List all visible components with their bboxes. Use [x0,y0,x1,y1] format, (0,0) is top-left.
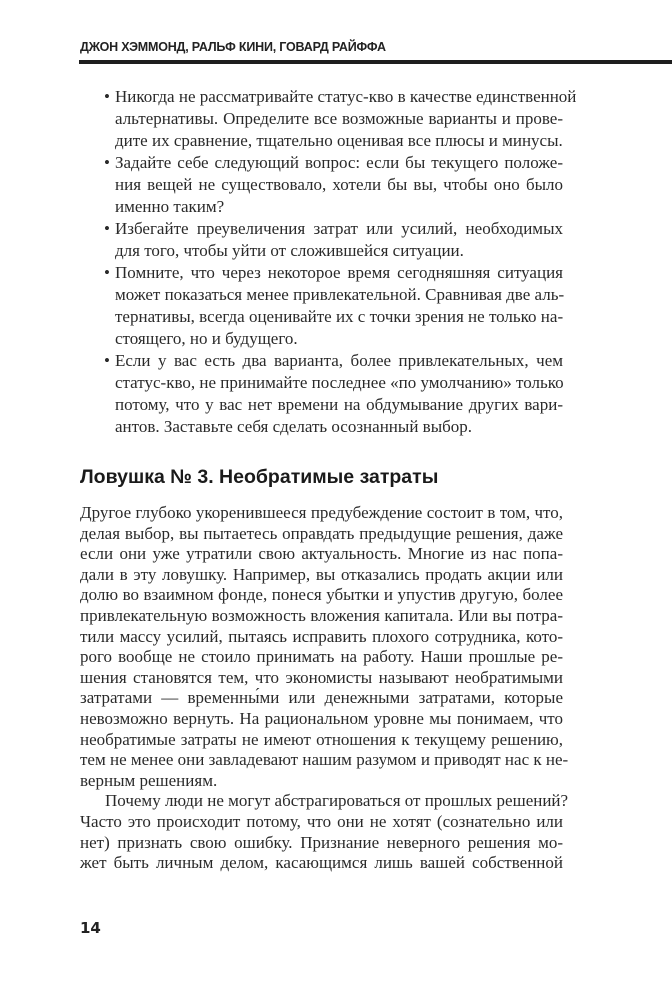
bullet-item [104,152,563,218]
bullet-icon: • [104,87,110,106]
text-line: может показаться менее привлекательной. Сравнивая две аль- [115,285,565,304]
text-line: необратимые затраты не имеют отношения к текущему решению, [80,729,563,749]
text-line: Другое глубоко укоренившееся предубеждение состоит в том, что, [80,503,563,522]
text-line: привлекательную возможность вложения капитала. Или вы потра- [80,605,563,625]
text-line: Почему люди не могут абстрагироваться от прошлых решений? [105,791,569,811]
text-line: Помните, что через некоторое время сегодняшняя ситуация [115,263,563,282]
bullet-icon: • [104,263,110,282]
text-line: шения становятся тем, что экономисты называют необратимыми [80,667,563,687]
text-line: статус-кво, не принимайте последнее «по умолчанию» только [115,373,564,392]
text-line: жет быть личным делом, касающимся лишь вашей собственной [80,853,563,873]
text-line: дали в эту ловушку. Например, вы отказались продать акции или [80,564,563,584]
text-line: Задайте себе следующий вопрос: если бы текущего положе- [115,153,563,172]
bullet-icon: • [104,219,110,238]
text-line: дите их сравнение, тщательно оценивая все плюсы и минусы. [115,131,563,150]
text-line: затратами — временны́ми или денежными затратами, которые [80,688,563,708]
text-line: антов. Заставьте себя сделать осознанный выбор. [115,417,473,436]
running-head: ДЖОН ХЭММОНД, РАЛЬФ КИНИ, ГОВАРД РАЙФФА [80,40,386,54]
text-line: стоящего, но и будущего. [115,329,298,348]
text-line: рого вообще не стоило принимать на работу. Наши прошлые ре- [80,647,563,667]
text-line: ния вещей не существовало, хотели бы вы, чтобы оно было [115,175,563,194]
text-line: для того, чтобы уйти от сложившейся ситуации. [115,241,464,260]
bullet-item [104,218,563,262]
text-line: долю во взаимном фонде, понеся убытки и упустив другую, более [80,585,563,605]
text-line: тем не менее они завладевают нашим разумом и приводят нас к не- [80,750,569,770]
text-line: Избегайте преувеличения затрат или усилий, необходимых [115,219,563,238]
text-line: невозможно вернуть. На рациональном уровне мы понимаем, что [80,708,563,728]
text-line: потому, что у вас нет времени на обдумывание других вари- [115,395,563,414]
bullet-item [104,350,564,438]
text-line: Часто это происходит потому, что они не хотят (сознательно или [80,811,563,831]
bullet-item [104,86,577,152]
text-line: нет) признать свою ошибку. Признание неверного решения мо- [80,832,563,852]
text-line: Если у вас есть два варианта, более привлекательных, чем [115,351,563,370]
text-line: Никогда не рассматривайте статус-кво в качестве единственной [115,87,577,106]
text-line: тили массу усилий, пытаясь исправить плохого сотрудника, кото- [80,626,563,646]
text-line: альтернативы. Определите все возможные варианты и прове- [115,109,563,128]
page-number: 14 [80,919,101,937]
body-text [80,503,569,874]
bullet-icon: • [104,351,110,370]
section-heading: Ловушка № 3. Необратимые затраты [80,466,439,488]
bullet-icon: • [104,153,110,172]
text-line: если они уже утратили свою актуальность. Многие из нас попа- [80,544,563,564]
text-line: тернативы, всегда оценивайте их с точки зрения не только на- [115,307,564,326]
text-line: делая выбор, вы пытаетесь оправдать предыдущие решения, даже [80,523,563,543]
text-line: верным решениям. [80,770,218,790]
text-line: именно таким? [115,197,225,216]
bullet-list [104,86,577,438]
header-rule [79,60,672,64]
bullet-item [104,262,565,350]
